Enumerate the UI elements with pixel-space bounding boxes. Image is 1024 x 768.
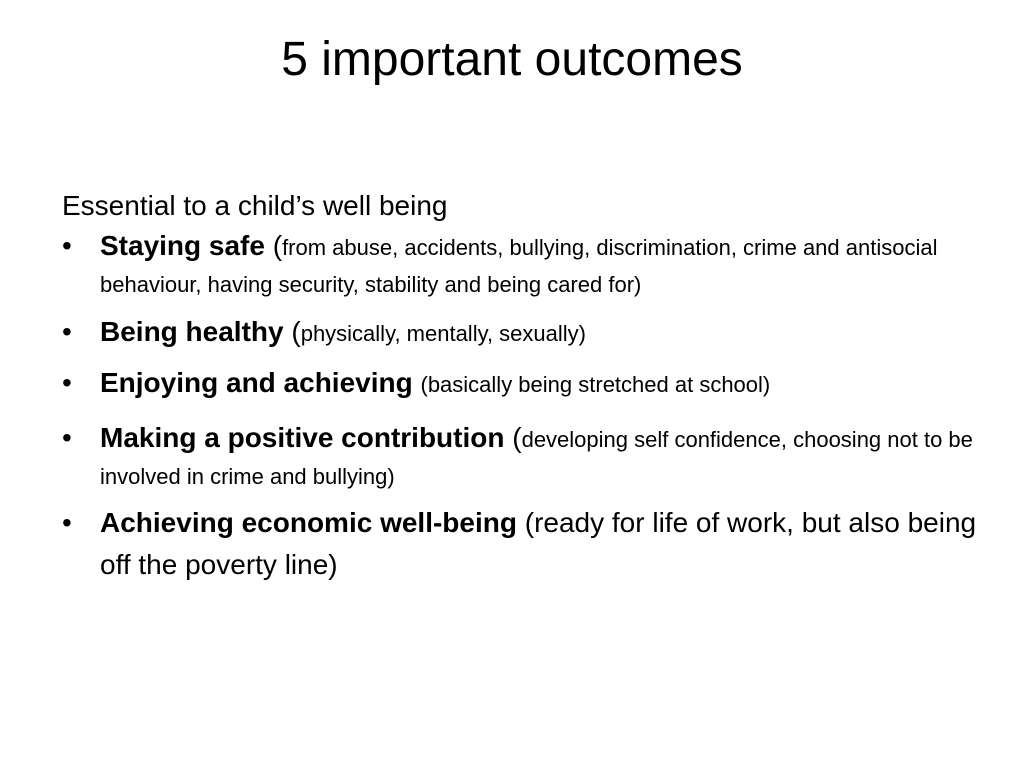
list-item-positive-contribution	[62, 420, 982, 494]
bullet-icon: •	[62, 507, 72, 538]
bullet-icon: •	[62, 367, 72, 398]
list-item-enjoying-achieving	[62, 365, 982, 402]
outcome-detail: (basically being stretched at school)	[420, 372, 771, 397]
list-item-being-healthy	[62, 314, 982, 351]
list-item-staying-safe	[62, 228, 982, 302]
open-paren: (	[504, 422, 522, 453]
outcome-heading: Enjoying and achieving	[100, 367, 413, 398]
outcome-heading: Achieving economic well-being	[100, 507, 517, 538]
slide-body	[62, 186, 982, 586]
outcome-list	[62, 228, 982, 586]
open-paren: (	[283, 316, 301, 347]
bullet-icon: •	[62, 316, 72, 347]
slide-title: 5 important outcomes	[281, 33, 743, 86]
spacer	[413, 367, 421, 398]
spacer	[517, 507, 525, 538]
outcome-detail: physically, mentally, sexually)	[300, 321, 586, 346]
outcome-detail: (ready for life of work, but also being off the poverty line)	[100, 507, 977, 580]
outcome-detail: developing self confidence, choosing not to be involved in crime and bullying)	[100, 427, 973, 489]
intro-text: Essential to a child’s well being	[62, 190, 448, 221]
outcome-heading: Making a positive contribution	[100, 422, 505, 453]
outcome-heading: Staying safe	[100, 230, 265, 261]
list-item-economic-wellbeing	[62, 502, 982, 586]
bullet-icon: •	[62, 230, 72, 261]
open-paren: (	[264, 230, 283, 261]
outcome-detail: from abuse, accidents, bullying, discrimination, crime and antisocial behaviour, having security, stability and being cared for)	[100, 235, 938, 297]
outcome-heading: Being healthy	[100, 316, 284, 347]
bullet-icon: •	[62, 422, 72, 453]
